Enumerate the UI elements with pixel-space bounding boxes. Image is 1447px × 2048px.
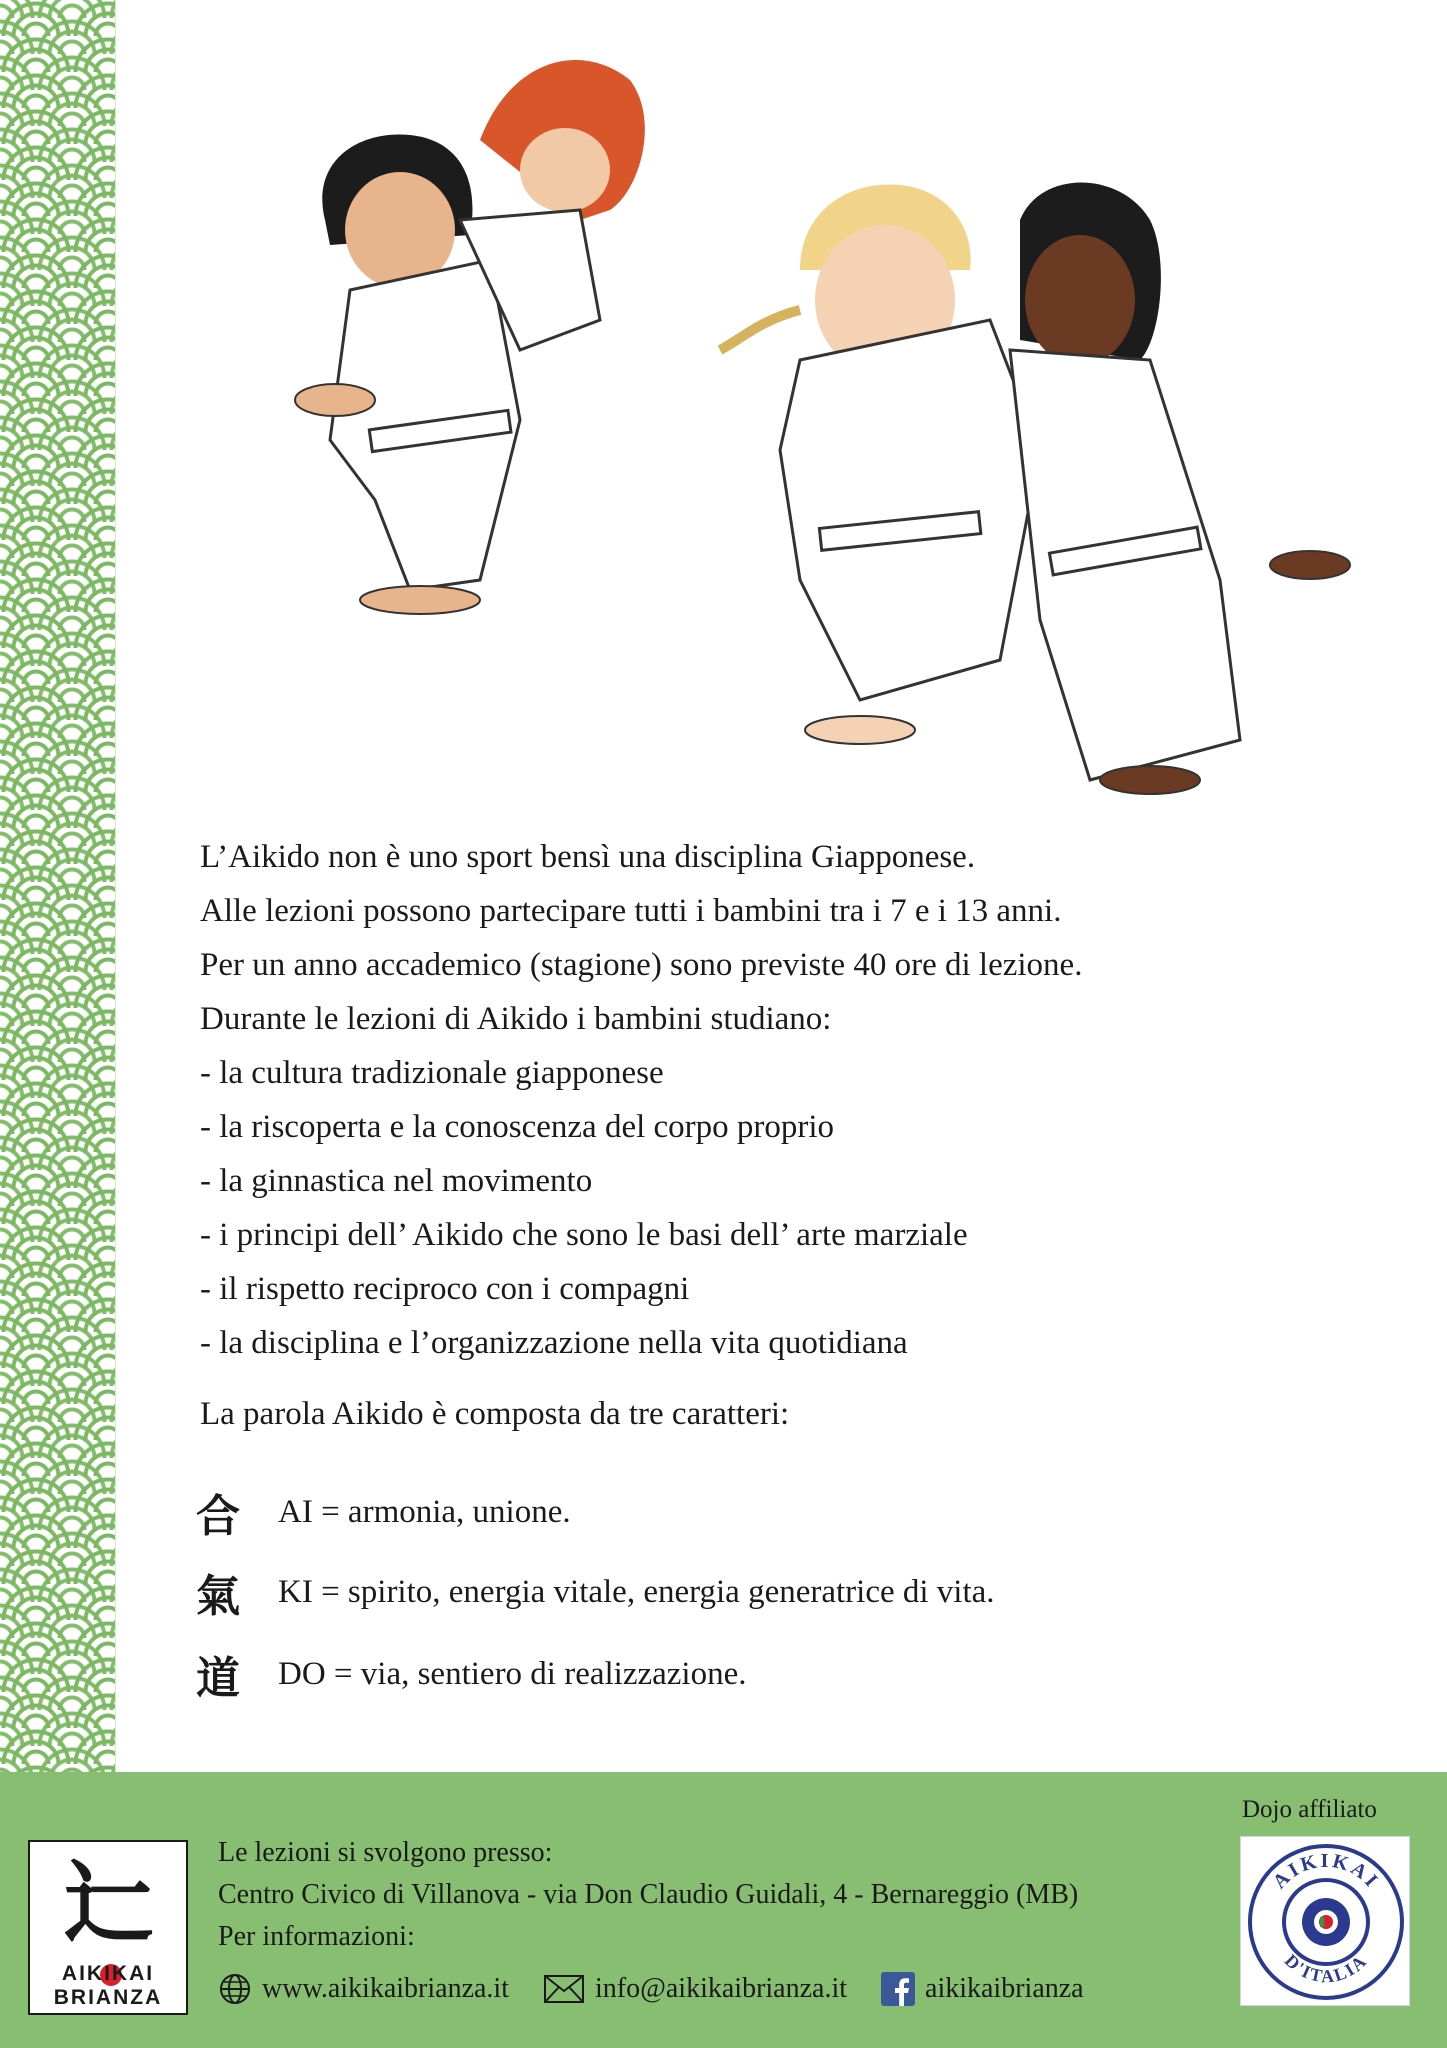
list-item: - la riscoperta e la conoscenza del corpo proprio	[200, 1109, 835, 1145]
seigaiha-wave-border	[0, 0, 116, 1772]
logo-right-top-text: AIKIKAI	[1268, 1850, 1384, 1894]
svg-text:D'ITALIA	[1281, 1950, 1371, 1986]
info-line: Le lezioni si svolgono presso:	[218, 1837, 553, 1868]
intro-line: L’Aikido non è uno sport bensì una disciplina Giapponese.	[200, 839, 976, 875]
character-definition: DO = via, sentiero di realizzazione.	[278, 1655, 747, 1692]
aikikai-italia-logo	[1240, 1836, 1410, 2006]
logo-left-line1: AIKIKAI	[61, 1962, 155, 1985]
aikikai-italia-emblem	[1241, 1837, 1411, 2007]
aikikai-brianza-logo	[28, 1840, 188, 2015]
character-definition: KI = spirito, energia vitale, energia generatrice di vita.	[278, 1573, 995, 1610]
right-pair-figures	[720, 183, 1350, 795]
website-link[interactable]	[218, 1972, 509, 2006]
intro-line: Alle lezioni possono partecipare tutti i bambini tra i 7 e i 13 anni.	[200, 893, 1062, 929]
character-definition: AI = armonia, unione.	[278, 1493, 571, 1530]
email-link[interactable]	[543, 1973, 847, 2005]
website-text: www.aikikaibrianza.it	[262, 1973, 509, 2004]
affiliate-label: Dojo affiliato	[1242, 1796, 1377, 1823]
intro-text-block	[200, 830, 1400, 1370]
logo-right-bottom-text: D'ITALIA	[1280, 1950, 1372, 1987]
list-item: - la cultura tradizionale giapponese	[200, 1055, 664, 1091]
info-line: Per informazioni:	[218, 1921, 415, 1952]
intro-line: Per un anno accademico (stagione) sono previste 40 ore di lezione.	[200, 947, 1083, 983]
globe-icon	[218, 1972, 252, 2006]
facebook-icon	[881, 1972, 915, 2006]
mail-icon	[543, 1974, 585, 2004]
intro-line: Durante le lezioni di Aikido i bambini studiano:	[200, 1001, 832, 1037]
kanji-ai: 合	[196, 1491, 240, 1542]
character-row-do	[196, 1642, 747, 1706]
lesson-info	[218, 1832, 1078, 1958]
kanji-do: 道	[196, 1653, 240, 1704]
contact-row	[218, 1972, 1118, 2006]
email-text: info@aikikaibrianza.it	[594, 1973, 848, 2004]
list-item: - la ginnastica nel movimento	[200, 1163, 593, 1199]
character-row-ai	[196, 1480, 571, 1544]
calligraphy-mark: 辷	[64, 1850, 154, 1956]
list-item: - la disciplina e l’organizzazione nella vita quotidiana	[200, 1325, 908, 1361]
venue-address: Centro Civico di Villanova - via Don Claudio Guidali, 4 - Bernareggio (MB)	[218, 1879, 1079, 1910]
list-item: - i principi dell’ Aikido che sono le basi dell’ arte marziale	[200, 1217, 968, 1253]
characters-intro: La parola Aikido è composta da tre caratteri:	[200, 1396, 790, 1432]
kids-aikido-illustration	[160, 20, 1360, 800]
footer-bar	[0, 1772, 1447, 2048]
character-row-ki	[196, 1560, 995, 1624]
list-item: - il rispetto reciproco con i compagni	[200, 1271, 690, 1307]
kanji-ki: 氣	[196, 1571, 240, 1622]
facebook-text: aikikaibrianza	[925, 1973, 1084, 2004]
left-pair-figures	[295, 60, 645, 614]
facebook-link[interactable]	[881, 1972, 1084, 2006]
logo-left-line2: BRIANZA	[53, 1986, 163, 2009]
